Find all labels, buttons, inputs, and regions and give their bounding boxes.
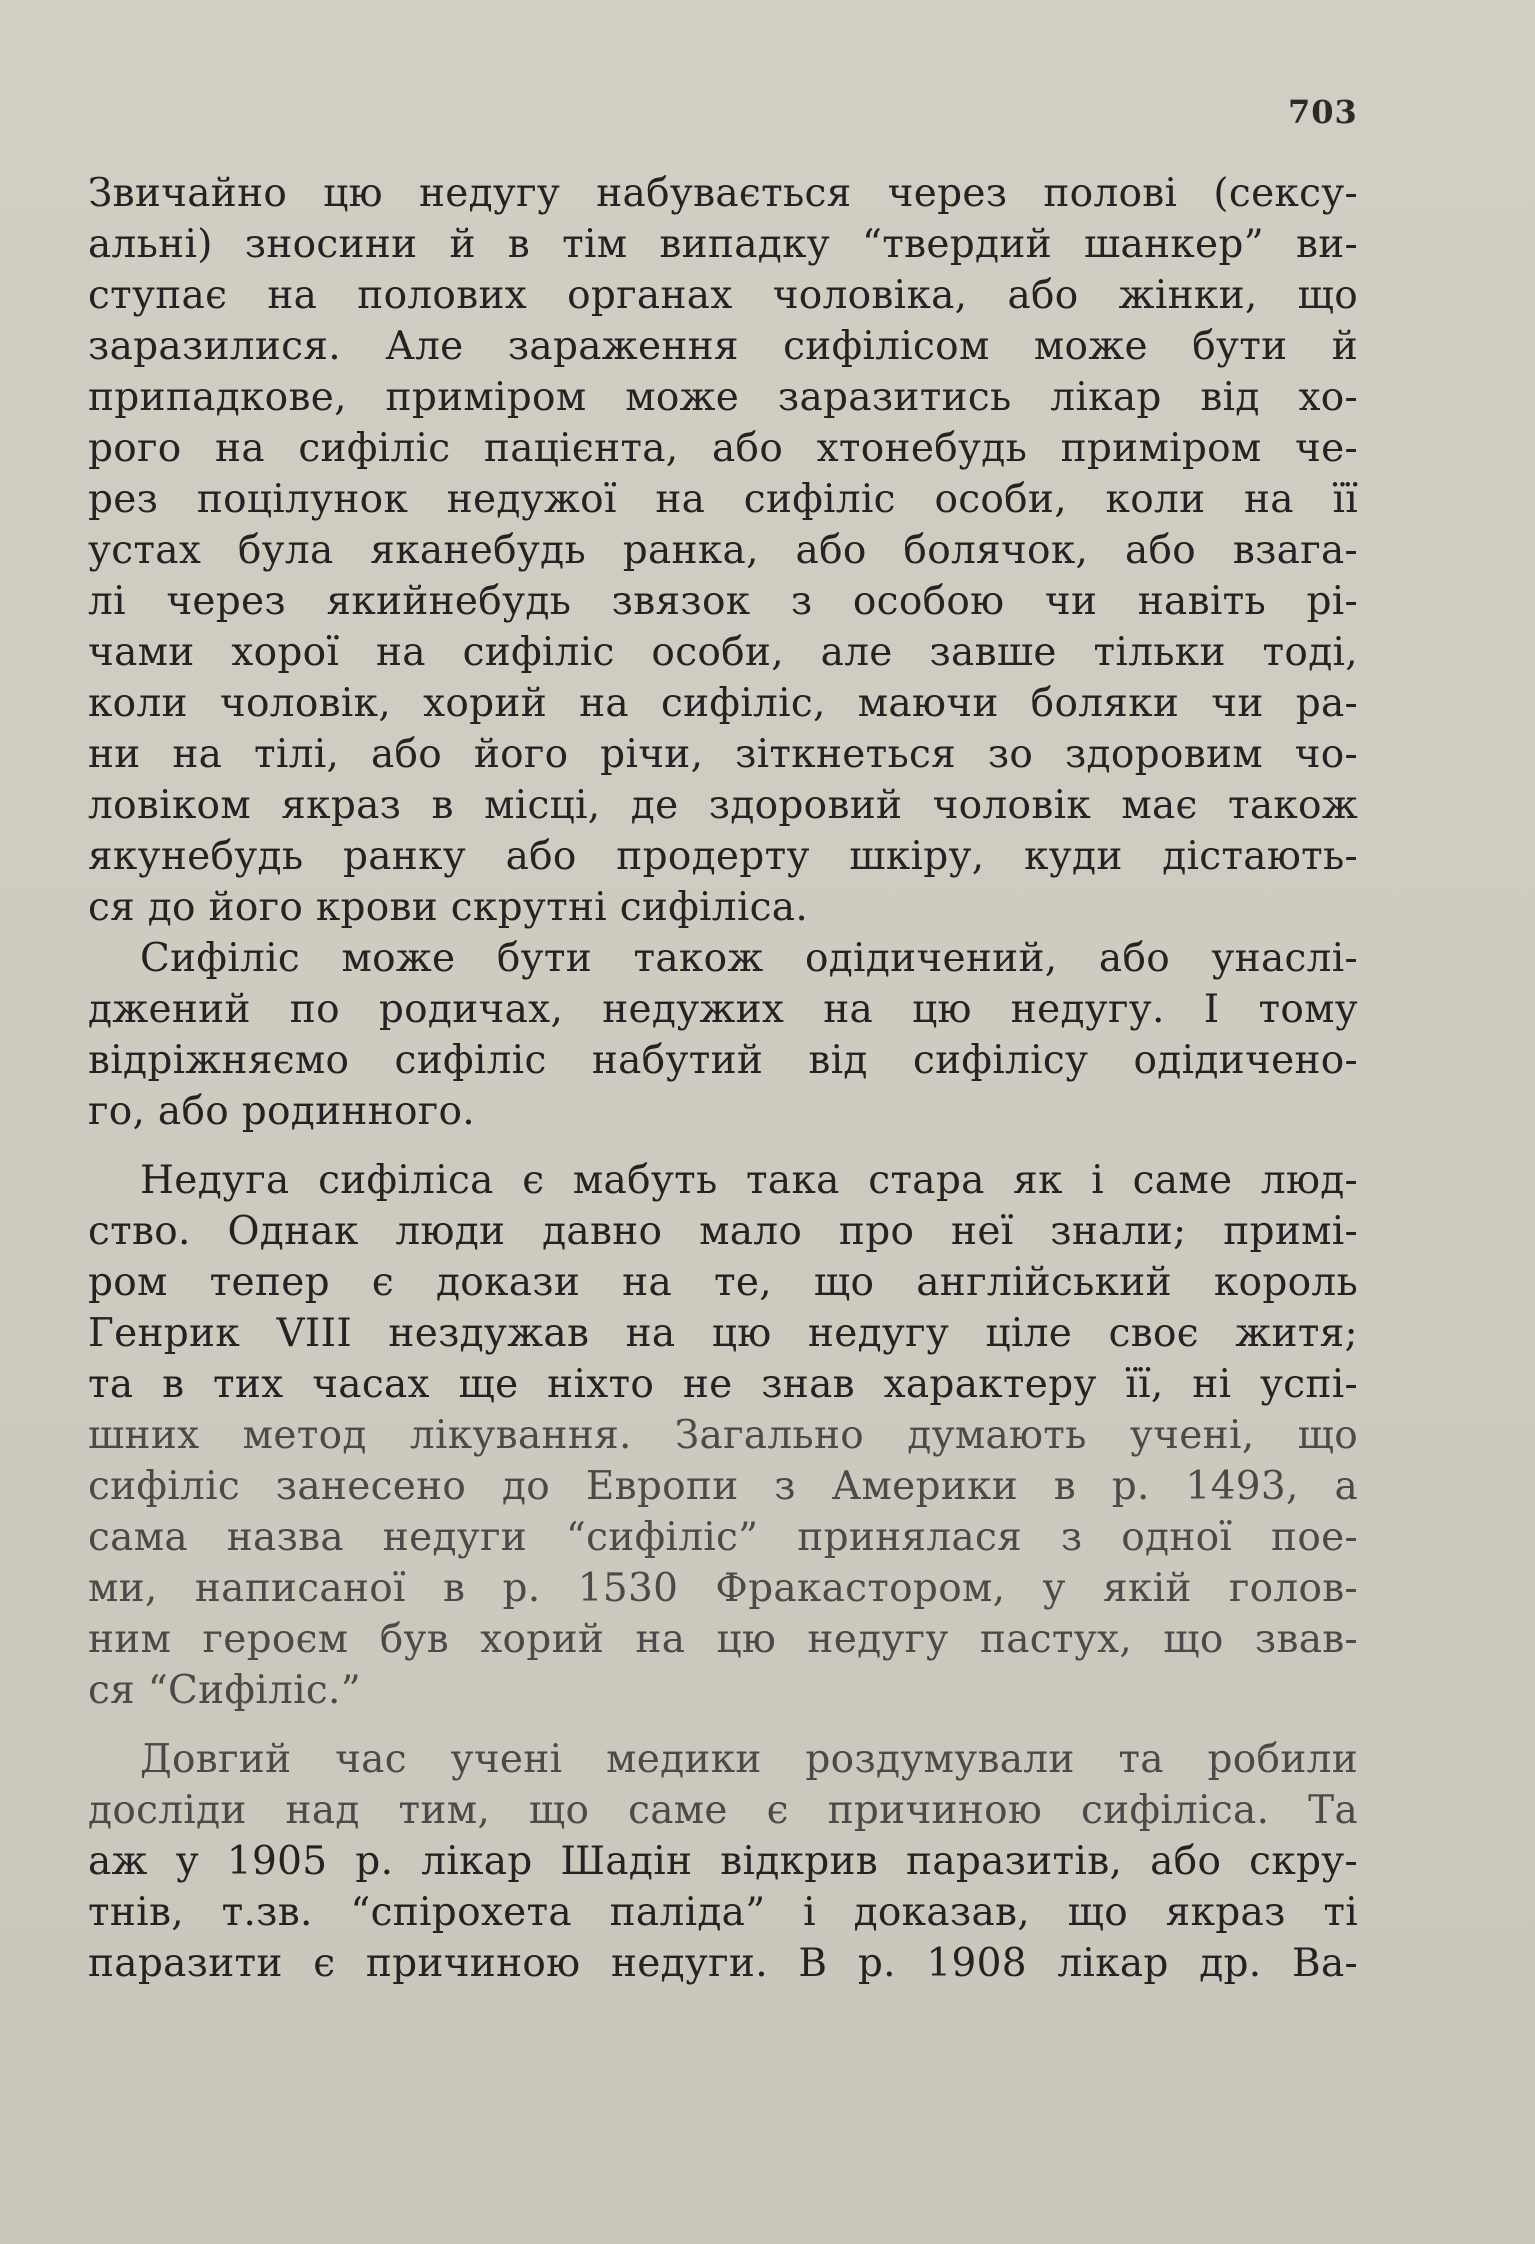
text-line: ступає на полових органах чоловіка, або жінки, що [88, 273, 1358, 318]
text-line: паразити є причиною недуги. В р. 1908 лікар др. Ва- [88, 1941, 1358, 1986]
text-line: лі через якийнебудь звязок з особою чи навіть рі- [88, 579, 1358, 624]
text-line: досліди над тим, що саме є причиною сифіліса. Та [88, 1788, 1358, 1833]
text-line: Недуга сифіліса є мабуть така стара як і саме люд- [140, 1158, 1358, 1203]
text-line: устах була яканебудь ранка, або болячок, або взага- [88, 528, 1358, 573]
text-line: рез поцілунок недужої на сифіліс особи, коли на її [88, 477, 1358, 522]
text-line: якунебудь ранку або продерту шкіру, куди дістають- [88, 834, 1358, 879]
text-line: Довгий час учені медики роздумували та робили [140, 1737, 1358, 1782]
text-line: Сифіліс може бути також одідичений, або унаслі- [140, 936, 1358, 981]
text-line: го, або родинного. [88, 1089, 475, 1134]
text-line: ром тепер є докази на те, що англійський король [88, 1260, 1358, 1305]
text-line: заразилися. Але зараження сифілісом може бути й [88, 324, 1358, 369]
text-line: ми, написаної в р. 1530 Фракастором, у якій голов- [88, 1566, 1358, 1611]
page-number: 703 [1288, 93, 1358, 131]
text-line: ним героєм був хорий на цю недугу пастух, що звав- [88, 1617, 1358, 1662]
text-line: відріжняємо сифіліс набутий від сифілісу одідичено- [88, 1038, 1358, 1083]
text-line: шних метод лікування. Загально думають учені, що [88, 1413, 1358, 1458]
text-line: тнів, т.зв. “спірохета паліда” і доказав, що якраз ті [88, 1890, 1358, 1935]
text-line: ство. Однак люди давно мало про неї знали; примі- [88, 1209, 1358, 1254]
text-line: та в тих часах ще ніхто не знав характеру її, ні успі- [88, 1362, 1358, 1407]
paragraph-gap [88, 1137, 1358, 1155]
text-line: ловіком якраз в місці, де здоровий чоловік має також [88, 783, 1358, 828]
paragraph [88, 168, 1358, 933]
text-line: чами хорої на сифіліс особи, але завше тільки тоді, [88, 630, 1358, 675]
text-line: ни на тілі, або його річи, зіткнеться зо здоровим чо- [88, 732, 1358, 777]
text-line: рого на сифіліс пацієнта, або хтонебудь приміром че- [88, 426, 1358, 471]
paragraph [88, 1734, 1358, 1989]
body-text [88, 168, 1358, 1989]
text-line: джений по родичах, недужих на цю недугу. І тому [88, 987, 1358, 1032]
paragraph [88, 1155, 1358, 1716]
text-line: ся до його крови скрутні сифіліса. [88, 885, 809, 930]
text-line: альні) зносини й в тім випадку “твердий шанкер” ви- [88, 222, 1358, 267]
text-line: коли чоловік, хорий на сифіліс, маючи боляки чи ра- [88, 681, 1358, 726]
text-line: сама назва недуги “сифіліс” принялася з одної пое- [88, 1515, 1358, 1560]
text-line: аж у 1905 р. лікар Шадін відкрив паразитів, або скру- [88, 1839, 1358, 1884]
text-line: ся “Сифіліс.” [88, 1668, 361, 1713]
text-line: сифіліс занесено до Европи з Америки в р. 1493, а [88, 1464, 1358, 1509]
text-line: Звичайно цю недугу набувається через полові (сексу- [88, 171, 1358, 216]
paragraph [88, 933, 1358, 1137]
text-line: припадкове, приміром може заразитись лікар від хо- [88, 375, 1358, 420]
paragraph-gap [88, 1716, 1358, 1734]
text-line: Генрик VIII нездужав на цю недугу ціле своє житя; [88, 1311, 1358, 1356]
